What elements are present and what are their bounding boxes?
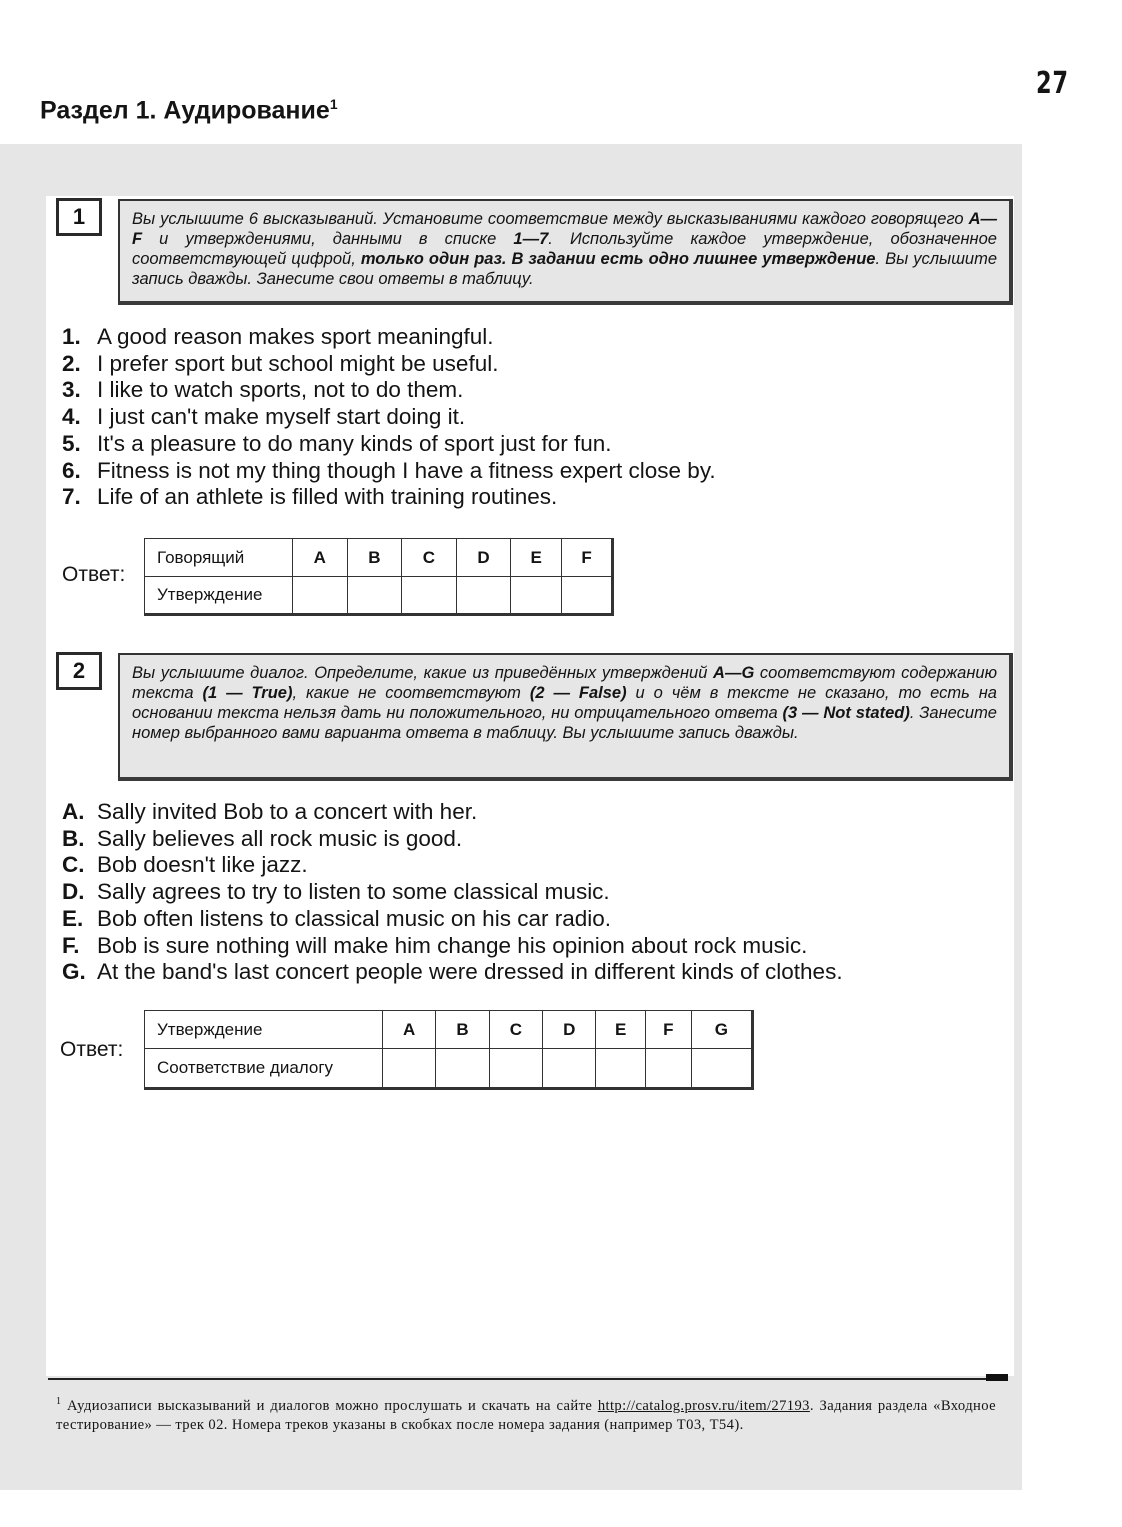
column-header: F — [562, 539, 613, 577]
answer-cell[interactable] — [347, 577, 402, 615]
column-header: F — [645, 1011, 691, 1049]
instr-text: , какие не соответствуют — [292, 684, 530, 702]
item-marker: B. — [62, 825, 85, 851]
section-title — [40, 96, 338, 125]
item-marker: F. — [62, 932, 80, 958]
answer-cell[interactable] — [562, 577, 613, 615]
item-text: Life of an athlete is filled with training routines. — [97, 484, 558, 510]
instr-bold: (3 — Not stated) — [782, 704, 910, 722]
item-marker: 7. — [62, 484, 81, 510]
answer-cell[interactable] — [293, 577, 348, 615]
column-header: E — [596, 1011, 646, 1049]
task-1-statement-list — [62, 324, 716, 511]
column-header: D — [543, 1011, 596, 1049]
column-header: A — [383, 1011, 436, 1049]
item-text: I just can't make myself start doing it. — [97, 404, 466, 430]
task-1-instruction — [118, 199, 1013, 305]
item-marker: A. — [62, 799, 85, 824]
instr-bold: (2 — False) — [529, 684, 627, 702]
list-item — [62, 351, 716, 378]
list-item — [62, 484, 716, 511]
column-header: A — [293, 539, 348, 577]
column-header: B — [436, 1011, 489, 1049]
answer-cell[interactable] — [456, 577, 511, 615]
item-text: Bob often listens to classical music on his car radio. — [97, 905, 611, 931]
item-marker: 6. — [62, 457, 81, 483]
instr-text: соответствуют содержанию текста — [132, 664, 998, 702]
task-1-number: 1 — [56, 198, 102, 236]
footnote-link[interactable]: http://catalog.prosv.ru/item/27193 — [597, 1397, 810, 1414]
item-text: Sally agrees to try to listen to some classical music. — [97, 879, 610, 905]
list-item — [62, 879, 843, 906]
table-header-row — [145, 1011, 753, 1049]
item-text: Bob is sure nothing will make him change his opinion about rock music. — [97, 932, 808, 958]
answer-cell[interactable] — [543, 1049, 596, 1089]
list-item — [62, 826, 843, 853]
item-marker: D. — [62, 879, 85, 905]
item-marker: C. — [62, 852, 85, 878]
list-item — [62, 852, 843, 879]
instr-bold: A—F — [132, 210, 997, 248]
item-text: At the band's last concert people were dressed in different kinds of clothes. — [97, 959, 843, 985]
footnote-number: 1 — [56, 1396, 62, 1407]
table-answer-row — [145, 577, 613, 615]
item-text: Sally believes all rock music is good. — [97, 825, 463, 851]
column-header: E — [511, 539, 562, 577]
task-2-answer-label: Ответ: — [60, 1038, 124, 1061]
column-header: C — [402, 539, 457, 577]
item-text: A good reason makes sport meaningful. — [97, 324, 494, 349]
section-title-text: Раздел 1. Аудирование — [40, 96, 330, 125]
instr-text: и утверждениями, данными в списке — [142, 230, 514, 248]
item-text: Sally invited Bob to a concert with her. — [97, 799, 478, 824]
item-marker: 3. — [62, 377, 81, 403]
list-item — [62, 799, 843, 826]
task-1-answer-label: Ответ: — [62, 563, 126, 586]
instr-text: и о чём в тексте не сказано, то есть на основании текста нельзя дать ни положительного, ни отрицательного ответа — [132, 684, 997, 722]
list-item — [62, 404, 716, 431]
list-item — [62, 906, 843, 933]
column-header: C — [489, 1011, 542, 1049]
item-text: Fitness is not my thing though I have a fitness expert close by. — [97, 457, 716, 483]
answer-cell[interactable] — [511, 577, 562, 615]
footnote-divider — [48, 1378, 1008, 1380]
item-marker: 5. — [62, 430, 81, 456]
item-text: Bob doesn't like jazz. — [97, 852, 308, 878]
instr-text: . Используйте каждое утверждение, обозначенное соответствующей цифрой, — [132, 230, 997, 268]
page-number: 27 — [1036, 66, 1069, 101]
column-header: G — [691, 1011, 752, 1049]
instr-text: Вы услышите 6 высказываний. Установите соответствие между высказываниями каждого говорящего — [132, 210, 969, 228]
instr-bold: A—G — [713, 664, 755, 682]
item-marker: 1. — [62, 324, 81, 349]
answer-cell[interactable] — [402, 577, 457, 615]
answer-cell[interactable] — [489, 1049, 542, 1089]
column-header: B — [347, 539, 402, 577]
item-text: I like to watch sports, not to do them. — [97, 377, 464, 403]
list-item — [62, 431, 716, 458]
answer-cell[interactable] — [383, 1049, 436, 1089]
list-item — [62, 933, 843, 960]
row-label: Утверждение — [145, 577, 293, 615]
footnote-marker-bar — [986, 1374, 1008, 1381]
answer-cell[interactable] — [596, 1049, 646, 1089]
row-label: Утверждение — [145, 1011, 383, 1049]
item-marker: 2. — [62, 350, 81, 376]
task-2-answer-table — [144, 1010, 754, 1090]
answer-cell[interactable] — [436, 1049, 489, 1089]
instr-text: Вы услышите диалог. Определите, какие из приведённых утверждений — [132, 664, 714, 682]
item-marker: E. — [62, 905, 84, 931]
column-header: D — [456, 539, 511, 577]
task-2-number: 2 — [56, 652, 102, 690]
instr-bold: (1 — True) — [202, 684, 293, 702]
footnote-ref: 1 — [329, 96, 338, 112]
answer-cell[interactable] — [645, 1049, 691, 1089]
task-2-instruction — [118, 653, 1013, 781]
row-label: Говорящий — [145, 539, 293, 577]
task-2-statement-list — [62, 799, 843, 986]
list-item — [62, 377, 716, 404]
item-text: It's a pleasure to do many kinds of sport just for fun. — [97, 430, 612, 456]
footnote — [56, 1392, 996, 1435]
footnote-text: . Задания раздела «Входное тестирование» — трек 02. Номера треков указаны в скобках после номера задания (например Т03, Т54). — [56, 1397, 996, 1433]
instr-text: . Вы услышите запись дважды. Занесите свои ответы в таблицу. — [132, 250, 997, 288]
row-label: Соответствие диалогу — [145, 1049, 383, 1089]
list-item — [62, 324, 716, 351]
list-item — [62, 959, 843, 986]
item-text: I prefer sport but school might be useful. — [97, 350, 499, 376]
footnote-text: Аудиозаписи высказываний и диалогов можно прослушать и скачать на сайте — [61, 1397, 598, 1414]
task-1-answer-table — [144, 538, 614, 616]
item-marker: G. — [62, 959, 86, 985]
item-marker: 4. — [62, 404, 81, 430]
answer-cell[interactable] — [691, 1049, 752, 1089]
instr-text: . Занесите номер выбранного вами варианта ответа в таблицу. Вы услышите запись дважды. — [132, 704, 997, 742]
table-header-row — [145, 539, 613, 577]
list-item — [62, 458, 716, 485]
table-answer-row — [145, 1049, 753, 1089]
instr-bold: только один раз. В задании есть одно лишнее утверждение — [360, 250, 876, 268]
instr-bold: 1—7 — [513, 230, 549, 248]
